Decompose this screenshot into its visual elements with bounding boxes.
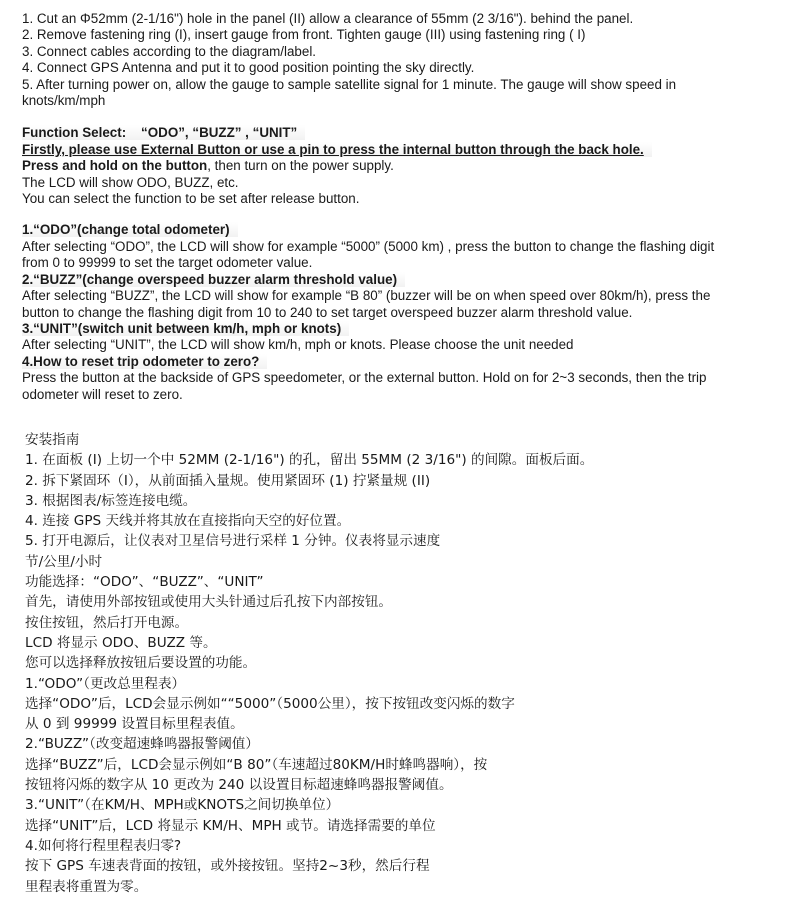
zh-line: 1. 在面板 (I) 上切一个中 52MM (2-1/16") 的孔，留出 55MM (2 3/16") 的间隙。面板后面。 [25,452,594,469]
function-select-heading-text: Function Select: “ODO”, “BUZZ” , “UNIT” [22,125,305,140]
odo-text-2: from 0 to 99999 to set the target odometer value. [22,255,313,271]
zh-line: 5. 打开电源后，让仪表对卫星信号进行采样 1 分钟。仪表将显示速度 [25,533,441,550]
press-hold-rest: , then turn on the power supply. [207,158,394,174]
install-step-3: 3. Connect cables according to the diagram/label. [22,43,317,59]
zh-line: 选择“UNIT”后，LCD 将显示 KM/H、MPH 或节。请选择需要的单位 [25,817,436,834]
spacer [22,109,792,125]
reset-text-2: odometer will reset to zero. [22,386,183,402]
odo-heading [22,222,792,238]
english-instructions [22,11,792,403]
zh-line: 里程表将重置为零。 [25,878,148,895]
buzz-heading-text: 2.“BUZZ”(change overspeed buzzer alarm threshold value) [22,272,405,287]
reset-text-1: Press the button at the backside of GPS speedometer, or the external button. Hold on for 2~3 seconds, then the trip [22,370,707,386]
install-step-5: 5. After turning power on, allow the gauge to sample satellite signal for 1 minute. The gauge will show speed in [22,76,677,92]
function-select-heading [22,125,792,141]
install-step-1: 1. Cut an Φ52mm (2-1/16") hole in the panel (II) allow a clearance of 55mm (2 3/16"). behind the panel. [22,11,634,26]
zh-line: 按钮将闪烁的数字从 10 更改为 240 以设置目标超速蜂鸣器报警阈值。 [25,777,453,794]
zh-line: 功能选择：“ODO”、“BUZZ”、“UNIT” [25,574,264,591]
function-select-instruction-text: Firstly, please use External Button or use a pin to press the internal button through the back hole. [22,142,652,157]
unit-heading-text: 3.“UNIT”(switch unit between km/h, mph or knots) [22,321,349,336]
zh-line: 2.“BUZZ”（改变超速蜂鸣器报警阈值） [25,736,259,753]
function-select-instruction [22,142,792,158]
zh-line: 您可以选择释放按钮后要设置的功能。 [25,655,257,672]
zh-line: 2. 拆下紧固环（I），从前面插入量规。使用紧固环 (1) 拧紧量规 (II) [25,472,431,489]
chinese-instructions [25,430,790,897]
buzz-heading [22,272,792,288]
unit-text-1: After selecting “UNIT”, the LCD will show km/h, mph or knots. Please choose the unit needed [22,337,574,353]
odo-text-1: After selecting “ODO”, the LCD will show for example “5000” (5000 km) , press the button to change the flashing digit [22,238,715,254]
install-step-5-cont: knots/km/mph [22,93,106,109]
odo-heading-text: 1.“ODO”(change total odometer) [22,222,238,237]
reset-heading-text: 4.How to reset trip odometer to zero? [22,354,267,369]
zh-line: 1.“ODO”（更改总里程表） [25,675,186,692]
unit-heading [22,321,792,337]
buzz-text-2: button to change the flashing digit from 10 to 240 to set target overspeed buzzer alarm threshold value. [22,304,633,320]
install-step-4: 4. Connect GPS Antenna and put it to good position pointing the sky directly. [22,60,475,76]
spacer [22,207,792,222]
select-function-line: You can select the function to be set after release button. [22,191,360,207]
zh-line: 节/公里/小时 [25,553,103,570]
zh-line: 选择“ODO”后，LCD会显示例如““5000”（5000公里），按下按钮改变闪烁的数字 [25,695,515,712]
zh-line: 按住按钮，然后打开电源。 [25,614,189,631]
press-hold-line [22,158,792,174]
zh-line: 选择“BUZZ”后，LCD会显示例如“B 80”（车速超过80KM/H时蜂鸣器响），按 [25,756,488,773]
install-step-2: 2. Remove fastening ring (I), insert gauge from front. Tighten gauge (III) using fastening ring ( I) [22,27,586,43]
zh-line: 4.如何将行程里程表归零? [25,837,182,854]
zh-line: 按下 GPS 车速表背面的按钮，或外接按钮。坚持2~3秒，然后行程 [25,858,430,875]
zh-line: 4. 连接 GPS 天线并将其放在直接指向天空的好位置。 [25,513,351,530]
zh-line: 安装指南 [25,432,80,448]
zh-line: 3.“UNIT”（在KM/H、MPH或KNOTS之间切换单位） [25,797,340,814]
reset-heading [22,354,792,370]
lcd-show-line: The LCD will show ODO, BUZZ, etc. [22,174,239,190]
zh-line: LCD 将显示 ODO、BUZZ 等。 [25,634,217,651]
buzz-text-1: After selecting “BUZZ”, the LCD will show for example “B 80” (buzzer will be on when speed over 80km/h), press the [22,288,711,304]
press-hold-bold: Press and hold on the button [22,158,208,174]
zh-line: 首先，请使用外部按钮或使用大头针通过后孔按下内部按钮。 [25,594,393,611]
zh-line: 从 0 到 99999 设置目标里程表值。 [25,716,244,733]
zh-line: 3. 根据图表/标签连接电缆。 [25,492,197,509]
